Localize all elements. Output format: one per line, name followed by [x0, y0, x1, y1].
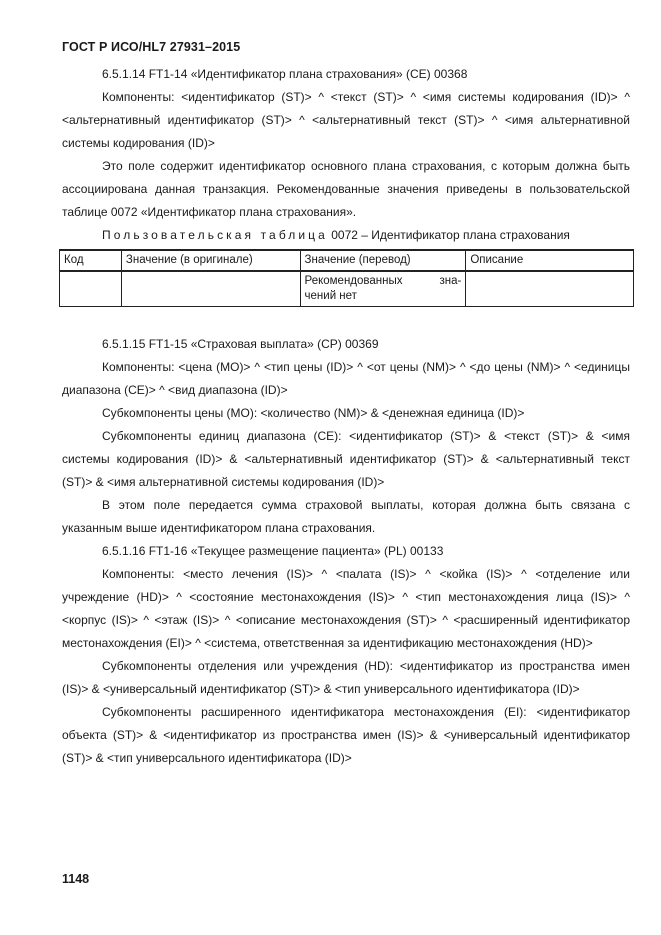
components-ft1-15: Компоненты: <цена (MO)> ^ <тип цены (ID)> ^ <от цены (NM)> ^ <до цены (NM)> ^ <единицы диапазона (CE)> ^ <вид диапазона (ID)> — [62, 360, 630, 397]
section-heading-ft1-15: 6.5.1.15 FT1-15 «Страховая выплата» (CP) 00369 — [102, 337, 379, 351]
table-caption-rest: 0072 – Идентификатор плана страхования — [327, 228, 570, 242]
components-ft1-16: Компоненты: <место лечения (IS)> ^ <палата (IS)> ^ <койка (IS)> ^ <отделение или учреждение (HD)> ^ <состояние местонахождения (IS)> ^ <тип местонахождения лица (IS)> ^ <корпус (IS)> ^ <этаж (IS)> ^ <описание местонахождения (ST)> ^ <расширенный идентификатор местонахождения (EI)> ^ <система, ответственная за идентификацию местонахождения (HD)> — [62, 567, 630, 650]
table-cell-original-value — [121, 271, 300, 307]
page-number: 1148 — [62, 872, 90, 886]
table-cell-description — [466, 271, 634, 307]
subcomponents-price: Субкомпоненты цены (MO): <количество (NM)> & <денежная единица (ID)> — [102, 406, 525, 420]
description-ft1-15: В этом поле передается сумма страховой выплаты, которая должна быть связана с указанным выше идентификатором плана страхования. — [62, 498, 630, 535]
user-table-0072 — [59, 249, 634, 307]
subcomponents-facility: Субкомпоненты отделения или учреждения (HD): <идентификатор из пространства имен (IS)> & <универсальный идентификатор (ST)> & <тип универсального идентификатора (ID)> — [62, 659, 630, 696]
table-header-row — [60, 250, 634, 271]
subcomponents-range-units: Субкомпоненты единиц диапазона (CE): <идентификатор (ST)> & <текст (ST)> & <имя системы кодирования (ID)> & <альтернативный идентификатор (ST)> & <альтернативный текст (ST)> & <имя альтернативной системы кодирования (ID)> — [62, 429, 630, 489]
column-header-translated-value: Значение (перевод) — [300, 250, 466, 271]
table-caption-prefix: Пользовательская таблица — [102, 228, 328, 242]
section-heading-ft1-14: 6.5.1.14 FT1-14 «Идентификатор плана страхования» (CE) 00368 — [102, 67, 468, 81]
table-cell-text-line-1: Рекомендованных зна- — [304, 275, 462, 287]
page-content — [62, 63, 630, 770]
table-caption — [62, 224, 630, 247]
table-row — [60, 271, 634, 307]
description-ft1-14: Это поле содержит идентификатор основного плана страхования, с которым должна быть ассоциирована данная транзакция. Рекомендованные значения приведены в пользовательской таблице 0072 «Идентификатор плана страхования». — [62, 159, 630, 219]
components-ft1-14: Компоненты: <идентификатор (ST)> ^ <текст (ST)> ^ <имя системы кодирования (ID)> ^ <альтернативный идентификатор (ST)> ^ <альтернативный текст (ST)> ^ <имя альтернативной системы кодирования (ID)> — [62, 90, 630, 150]
subcomponents-location-id: Субкомпоненты расширенного идентификатора местонахождения (EI): <идентификатор объекта (ST)> & <идентификатор из пространства имен (IS)> & <универсальный идентификатор (ST)> & <тип универсального идентификатора (ID)> — [62, 705, 630, 765]
column-header-description: Описание — [466, 250, 634, 271]
column-header-code: Код — [60, 250, 122, 271]
table-cell-translated-value — [300, 271, 466, 307]
section-heading-ft1-16: 6.5.1.16 FT1-16 «Текущее размещение пациента» (PL) 00133 — [102, 544, 444, 558]
page-header: ГОСТ Р ИСО/HL7 27931–2015 — [62, 40, 241, 54]
column-header-original-value: Значение (в оригинале) — [121, 250, 300, 271]
table-cell-code — [60, 271, 122, 307]
table-cell-text-line-2: чений нет — [304, 290, 357, 302]
